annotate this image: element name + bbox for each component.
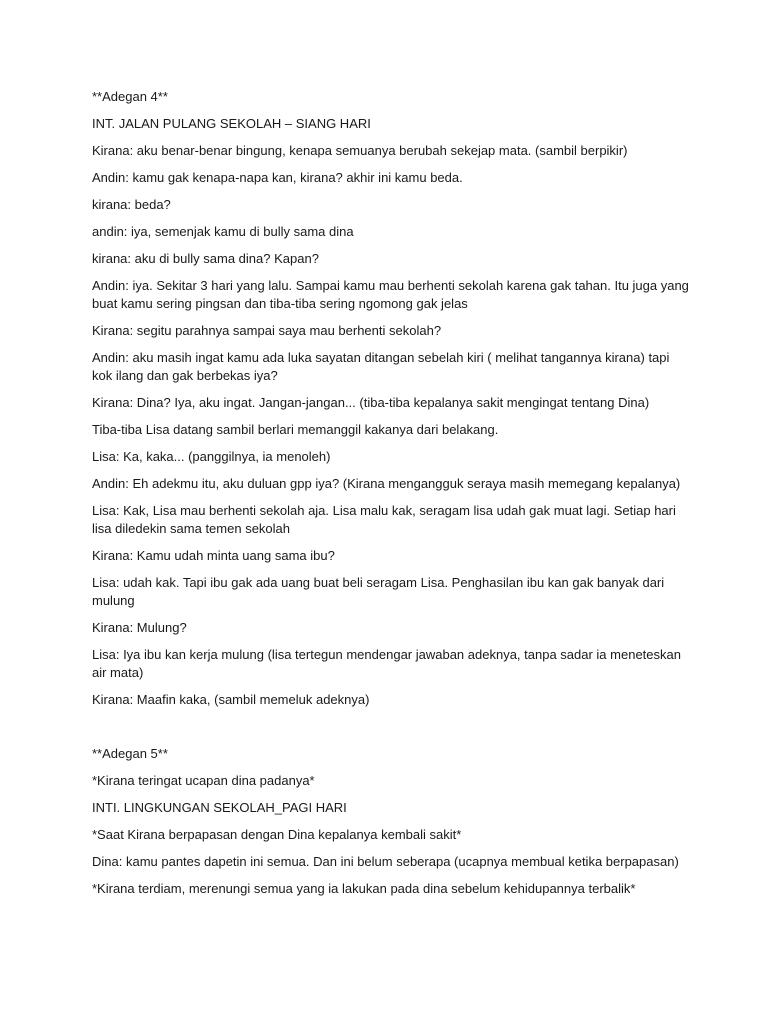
scene-4-location: INT. JALAN PULANG SEKOLAH – SIANG HARI bbox=[92, 116, 371, 131]
document-page bbox=[92, 88, 692, 907]
scene-5-location: INTI. LINGKUNGAN SEKOLAH_PAGI HARI bbox=[92, 800, 347, 815]
script-line: Kirana: segitu parahnya sampai saya mau berhenti sekolah? bbox=[92, 323, 442, 338]
script-line: *Saat Kirana berpapasan dengan Dina kepalanya kembali sakit* bbox=[92, 827, 462, 842]
script-line: Lisa: Iya ibu kan kerja mulung (lisa tertegun mendengar jawaban adeknya, tanpa sadar ia meneteskan air mata) bbox=[92, 647, 681, 680]
script-line: Andin: kamu gak kenapa-napa kan, kirana? akhir ini kamu beda. bbox=[92, 170, 463, 185]
script-line: Tiba-tiba Lisa datang sambil berlari memanggil kakanya dari belakang. bbox=[92, 422, 499, 437]
script-line: Kirana: Maafin kaka, (sambil memeluk adeknya) bbox=[92, 692, 370, 707]
script-line: Lisa: Ka, kaka... (panggilnya, ia menoleh) bbox=[92, 449, 331, 464]
script-line: kirana: aku di bully sama dina? Kapan? bbox=[92, 251, 319, 266]
script-line: Kirana: Dina? Iya, aku ingat. Jangan-jangan... (tiba-tiba kepalanya sakit mengingat tentang Dina) bbox=[92, 395, 650, 410]
script-line: Kirana: Mulung? bbox=[92, 620, 187, 635]
scene-5-heading: **Adegan 5** bbox=[92, 746, 168, 761]
script-line: Andin: Eh adekmu itu, aku duluan gpp iya? (Kirana mengangguk seraya masih memegang kepalanya) bbox=[92, 476, 681, 491]
script-line: *Kirana teringat ucapan dina padanya* bbox=[92, 773, 315, 788]
script-line: *Kirana terdiam, merenungi semua yang ia lakukan pada dina sebelum kehidupannya terbalik* bbox=[92, 881, 636, 896]
scene-spacer bbox=[92, 718, 692, 745]
script-line: andin: iya, semenjak kamu di bully sama dina bbox=[92, 224, 354, 239]
script-line: kirana: beda? bbox=[92, 197, 171, 212]
script-line: Kirana: Kamu udah minta uang sama ibu? bbox=[92, 548, 335, 563]
scene-4-heading: **Adegan 4** bbox=[92, 89, 168, 104]
script-line: Lisa: udah kak. Tapi ibu gak ada uang buat beli seragam Lisa. Penghasilan ibu kan gak banyak dari mulung bbox=[92, 575, 665, 608]
script-line: Andin: iya. Sekitar 3 hari yang lalu. Sampai kamu mau berhenti sekolah karena gak tahan. Itu juga yang buat kamu sering pingsan dan tiba-tiba sering ngomong gak jelas bbox=[92, 278, 689, 311]
script-line: Dina: kamu pantes dapetin ini semua. Dan ini belum seberapa (ucapnya membual ketika berpapasan) bbox=[92, 854, 679, 869]
script-line: Andin: aku masih ingat kamu ada luka sayatan ditangan sebelah kiri ( melihat tangannya kirana) tapi kok ilang dan gak berbekas iya? bbox=[92, 350, 670, 383]
script-line: Kirana: aku benar-benar bingung, kenapa semuanya berubah sekejap mata. (sambil berpikir) bbox=[92, 143, 628, 158]
script-line: Lisa: Kak, Lisa mau berhenti sekolah aja. Lisa malu kak, seragam lisa udah gak muat lagi. Setiap hari lisa diledekin sama temen sekolah bbox=[92, 503, 676, 536]
